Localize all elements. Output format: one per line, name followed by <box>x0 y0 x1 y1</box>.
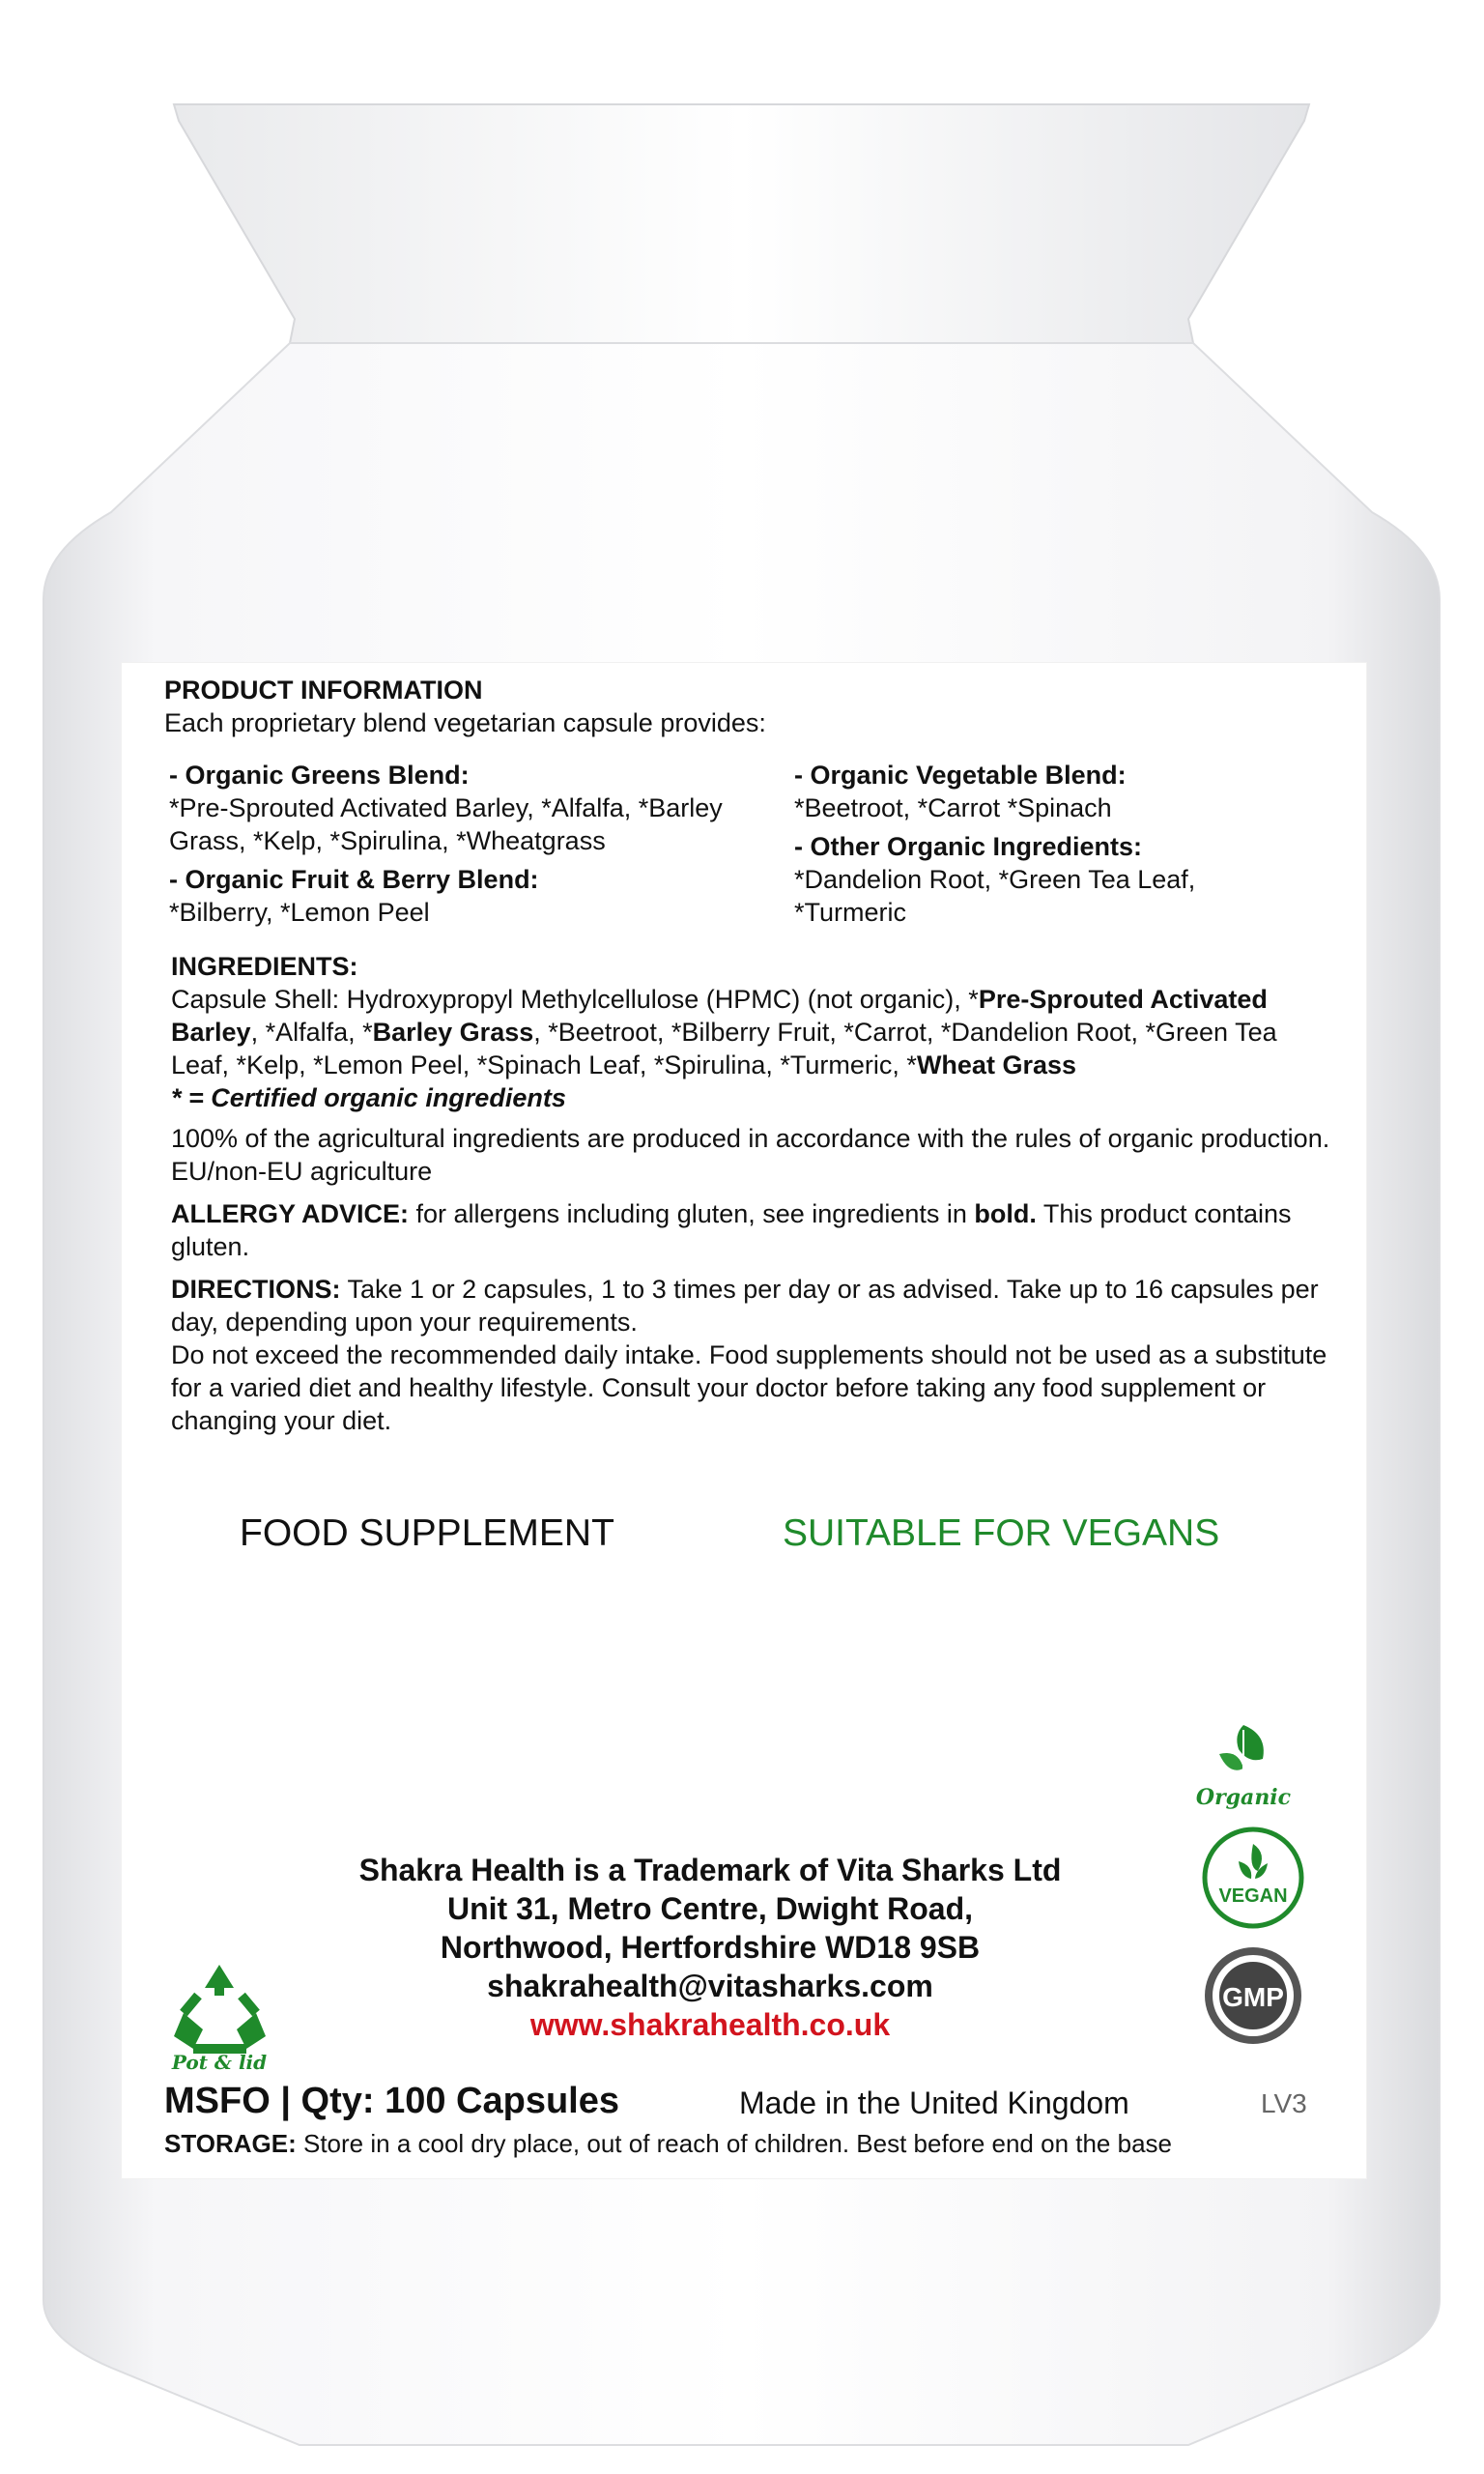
recycle-icon <box>164 1957 275 2073</box>
company-line: Northwood, Hertfordshire WD18 9SB <box>440 1930 981 1965</box>
blend-fruit-berry <box>169 863 787 929</box>
directions <box>171 1273 1330 1338</box>
ingredients-text: , *Alfalfa, * <box>250 1018 373 1047</box>
directions-label: DIRECTIONS: <box>171 1275 341 1304</box>
ingredients-heading: INGREDIENTS: <box>171 952 358 981</box>
ingredients-text: , *Beetroot, *Bilberry Fruit, *Carrot, *Dandelion Root, *Green Tea Leaf, *Kelp, *Lemon Peel, *Spinach Leaf, *Spirulina, *Turmeric, * <box>171 1018 1277 1079</box>
product-info-intro: Each proprietary blend vegetarian capsule provides: <box>164 708 766 737</box>
allergy-text: This product contains gluten. <box>171 1199 1292 1261</box>
company-line: Shakra Health is a Trademark of Vita Sharks Ltd <box>358 1853 1062 1887</box>
certified-note: * = Certified organic ingredients <box>171 1083 566 1112</box>
company-email: shakrahealth@vitasharks.com <box>487 1969 933 2003</box>
product-label <box>121 662 1367 2179</box>
directions-text: Take 1 or 2 capsules, 1 to 3 times per day or as advised. Take up to 16 capsules per day, depending upon your requirements. <box>171 1275 1319 1337</box>
allergen-barley-grass: Barley Grass <box>372 1018 534 1047</box>
storage-label: STORAGE: <box>164 2129 297 2158</box>
allergy-label: ALLERGY ADVICE: <box>171 1199 410 1228</box>
blend-items: *Bilberry, *Lemon Peel <box>169 898 430 927</box>
blend-vegetable <box>794 759 1297 824</box>
blend-items: *Pre-Sprouted Activated Barley, *Alfalfa, *Barley Grass, *Kelp, *Spirulina, *Wheatgrass <box>169 793 723 855</box>
gmp-icon <box>1200 1942 1306 2049</box>
blend-items: *Beetroot, *Carrot *Spinach <box>794 793 1112 822</box>
company-line: Unit 31, Metro Centre, Dwight Road, <box>446 1891 974 1926</box>
storage-info <box>164 2129 1172 2159</box>
agriculture-note: 100% of the agricultural ingredients are produced in accordance with the rules of organic production. EU/non-EU agriculture <box>171 1124 1330 1186</box>
ingredients-text: Capsule Shell: Hydroxypropyl Methylcellulose (HPMC) (not organic), * <box>171 985 979 1014</box>
allergy-bold: bold. <box>974 1199 1037 1228</box>
suitable-for-vegans-text: SUITABLE FOR VEGANS <box>783 1512 1220 1554</box>
blend-title: - Other Organic Ingredients: <box>794 832 1143 861</box>
blend-items: *Dandelion Root, *Green Tea Leaf, *Turmeric <box>794 865 1196 927</box>
blends-right <box>794 759 1297 935</box>
gmp-label: GMP <box>1222 1982 1284 2012</box>
directions-warning: Do not exceed the recommended daily intake. Food supplements should not be used as a substitute for a varied diet and healthy lifestyle. Consult your doctor before taking any food supplement or changing your diet. <box>171 1340 1327 1435</box>
blends-left <box>169 759 787 935</box>
allergy-advice <box>171 1197 1330 1263</box>
cap <box>174 104 1309 343</box>
recycle-label: Pot & lid <box>171 2051 268 2073</box>
allergen-wheat-grass: Wheat Grass <box>916 1050 1076 1079</box>
blend-other <box>794 830 1297 929</box>
vegan-icon <box>1200 1825 1306 1931</box>
organic-label: Organic <box>1195 1785 1292 1810</box>
food-supplement-text: FOOD SUPPLEMENT <box>240 1512 614 1554</box>
vegan-label: VEGAN <box>1218 1885 1288 1907</box>
product-info-heading: PRODUCT INFORMATION <box>164 676 483 705</box>
company-website: www.shakrahealth.co.uk <box>529 2007 891 2042</box>
blend-title: - Organic Greens Blend: <box>169 761 470 790</box>
allergen-barley: Pre-Sprouted Activated Barley <box>171 985 1268 1047</box>
company-info <box>300 1851 1121 2044</box>
allergy-text: for allergens including gluten, see ingredients in <box>409 1199 975 1228</box>
ingredients-list <box>171 983 1330 1081</box>
storage-text: Store in a cool dry place, out of reach of children. Best before end on the base <box>296 2129 1172 2158</box>
organic-icon <box>1195 1715 1292 1812</box>
quantity-code: MSFO | Qty: 100 Capsules <box>164 2081 619 2121</box>
ingredients-section <box>171 950 1330 1447</box>
label-version: LV3 <box>1261 2088 1307 2118</box>
blend-title: - Organic Vegetable Blend: <box>794 761 1127 790</box>
blend-title: - Organic Fruit & Berry Blend: <box>169 865 539 894</box>
blend-greens <box>169 759 787 857</box>
made-in: Made in the United Kingdom <box>739 2086 1129 2120</box>
